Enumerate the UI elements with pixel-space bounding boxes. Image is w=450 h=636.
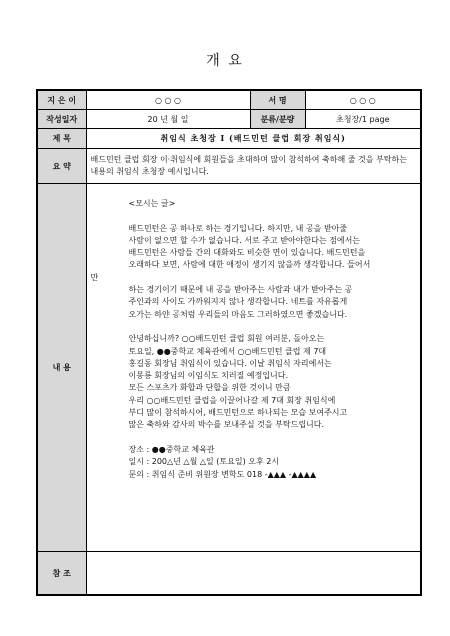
content-line	[91, 321, 413, 333]
reference-value	[86, 552, 421, 596]
content-line: 오래하다 보면, 사람에 대한 애정이 생기지 않을까 생각합니다. 들어서	[128, 260, 371, 270]
content-line: 오가는 하얀 공처럼 우리들의 마음도 그러하였으면 좋겠습니다.	[128, 309, 348, 319]
content-line: 만	[90, 272, 99, 282]
content-lines	[91, 198, 413, 481]
content-line: 하는 경기이기 때문에 내 공을 받아주는 사람과 내가 받아주는 공	[128, 285, 353, 295]
summary-text: 배드민턴 클럽 회장 이·취임식에 회원들을 초대하며 많이 참석하여 축하해 줄 것을 부탁하는 내용의 취임식 초청장 예시입니다.	[86, 149, 421, 184]
content-line: <모시는 글>	[128, 199, 176, 208]
date-value: 20 년 월 일	[86, 110, 250, 129]
signature-label: 서 명	[250, 90, 305, 110]
category-label: 분류/분량	[250, 110, 305, 129]
content-line	[91, 432, 413, 444]
content-line: 배드민턴은 사람들 간의 대화와도 비슷한 면이 있습니다. 배드민턴을	[128, 248, 366, 258]
date-row	[37, 110, 421, 129]
content-line: 이몽룡 회장님의 이임식도 치러질 예정입니다.	[128, 371, 289, 381]
subject-label: 제 목	[37, 129, 86, 149]
subject-value: 취임식 초청장 I (배드민턴 클럽 회장 취임식)	[86, 129, 421, 149]
signature-value: ○ ○ ○	[305, 90, 421, 110]
content-row	[37, 184, 421, 552]
summary-row	[37, 149, 421, 184]
category-value: 초청장/1 page	[305, 110, 421, 129]
content-line: 우리 ○○배드민턴 클럽을 이끌어나갈 제 7대 회장 취임식에	[128, 395, 336, 405]
author-value: ○ ○ ○	[86, 90, 250, 110]
date-label: 작성일자	[37, 110, 86, 129]
overview-form-table	[36, 89, 422, 596]
content-line: 안녕하십니까? ○○배드민턴 클럽 회원 여러분, 돌아오는	[128, 334, 325, 344]
content-line: 홍길동 회장님 취임식이 있습니다. 이날 취임식 자리에서는	[128, 358, 332, 368]
summary-label: 요 약	[37, 149, 86, 184]
content-label: 내 용	[37, 184, 86, 552]
content-line: 사람이 없으면 할 수가 없습니다. 서로 주고 받아야한다는 점에서는	[128, 235, 361, 245]
reference-row	[37, 552, 421, 596]
content-line: 부디 많이 참석하시어, 배드민턴으로 하나되는 모습 보여주시고	[128, 408, 348, 418]
content-line: 토요일, ●●중학교 체육관에서 ○○배드민턴 클럽 제 7대	[128, 346, 327, 356]
page-title: 개 요	[206, 53, 244, 69]
content-line: 문의 : 취임식 준비 위원장 변학도 018 -▲▲▲ -▲▲▲▲	[128, 469, 317, 479]
content-line: 주인과의 사이도 가까워지지 않나 생각합니다. 네트를 자유롭게	[128, 297, 348, 307]
content-line: 모든 스포츠가 화합과 단합을 위한 것이니 만큼	[128, 383, 291, 393]
content-line: 배드민턴은 공 하나로 하는 경기입니다. 하지만, 내 공을 받아줄	[128, 223, 348, 233]
content-line: 많은 축하와 감사의 박수를 보내주실 것을 부탁드립니다.	[128, 420, 325, 430]
reference-label: 참 조	[37, 552, 86, 596]
content-body	[86, 184, 421, 552]
author-label: 지 은 이	[37, 90, 86, 110]
subject-row	[37, 129, 421, 149]
content-line: 일시 : 200△년 △월 △일 (토요일) 오후 2시	[128, 457, 280, 467]
content-line: 장소 : ●●중학교 체육관	[128, 444, 215, 454]
author-row	[37, 90, 421, 110]
content-line	[91, 210, 413, 222]
